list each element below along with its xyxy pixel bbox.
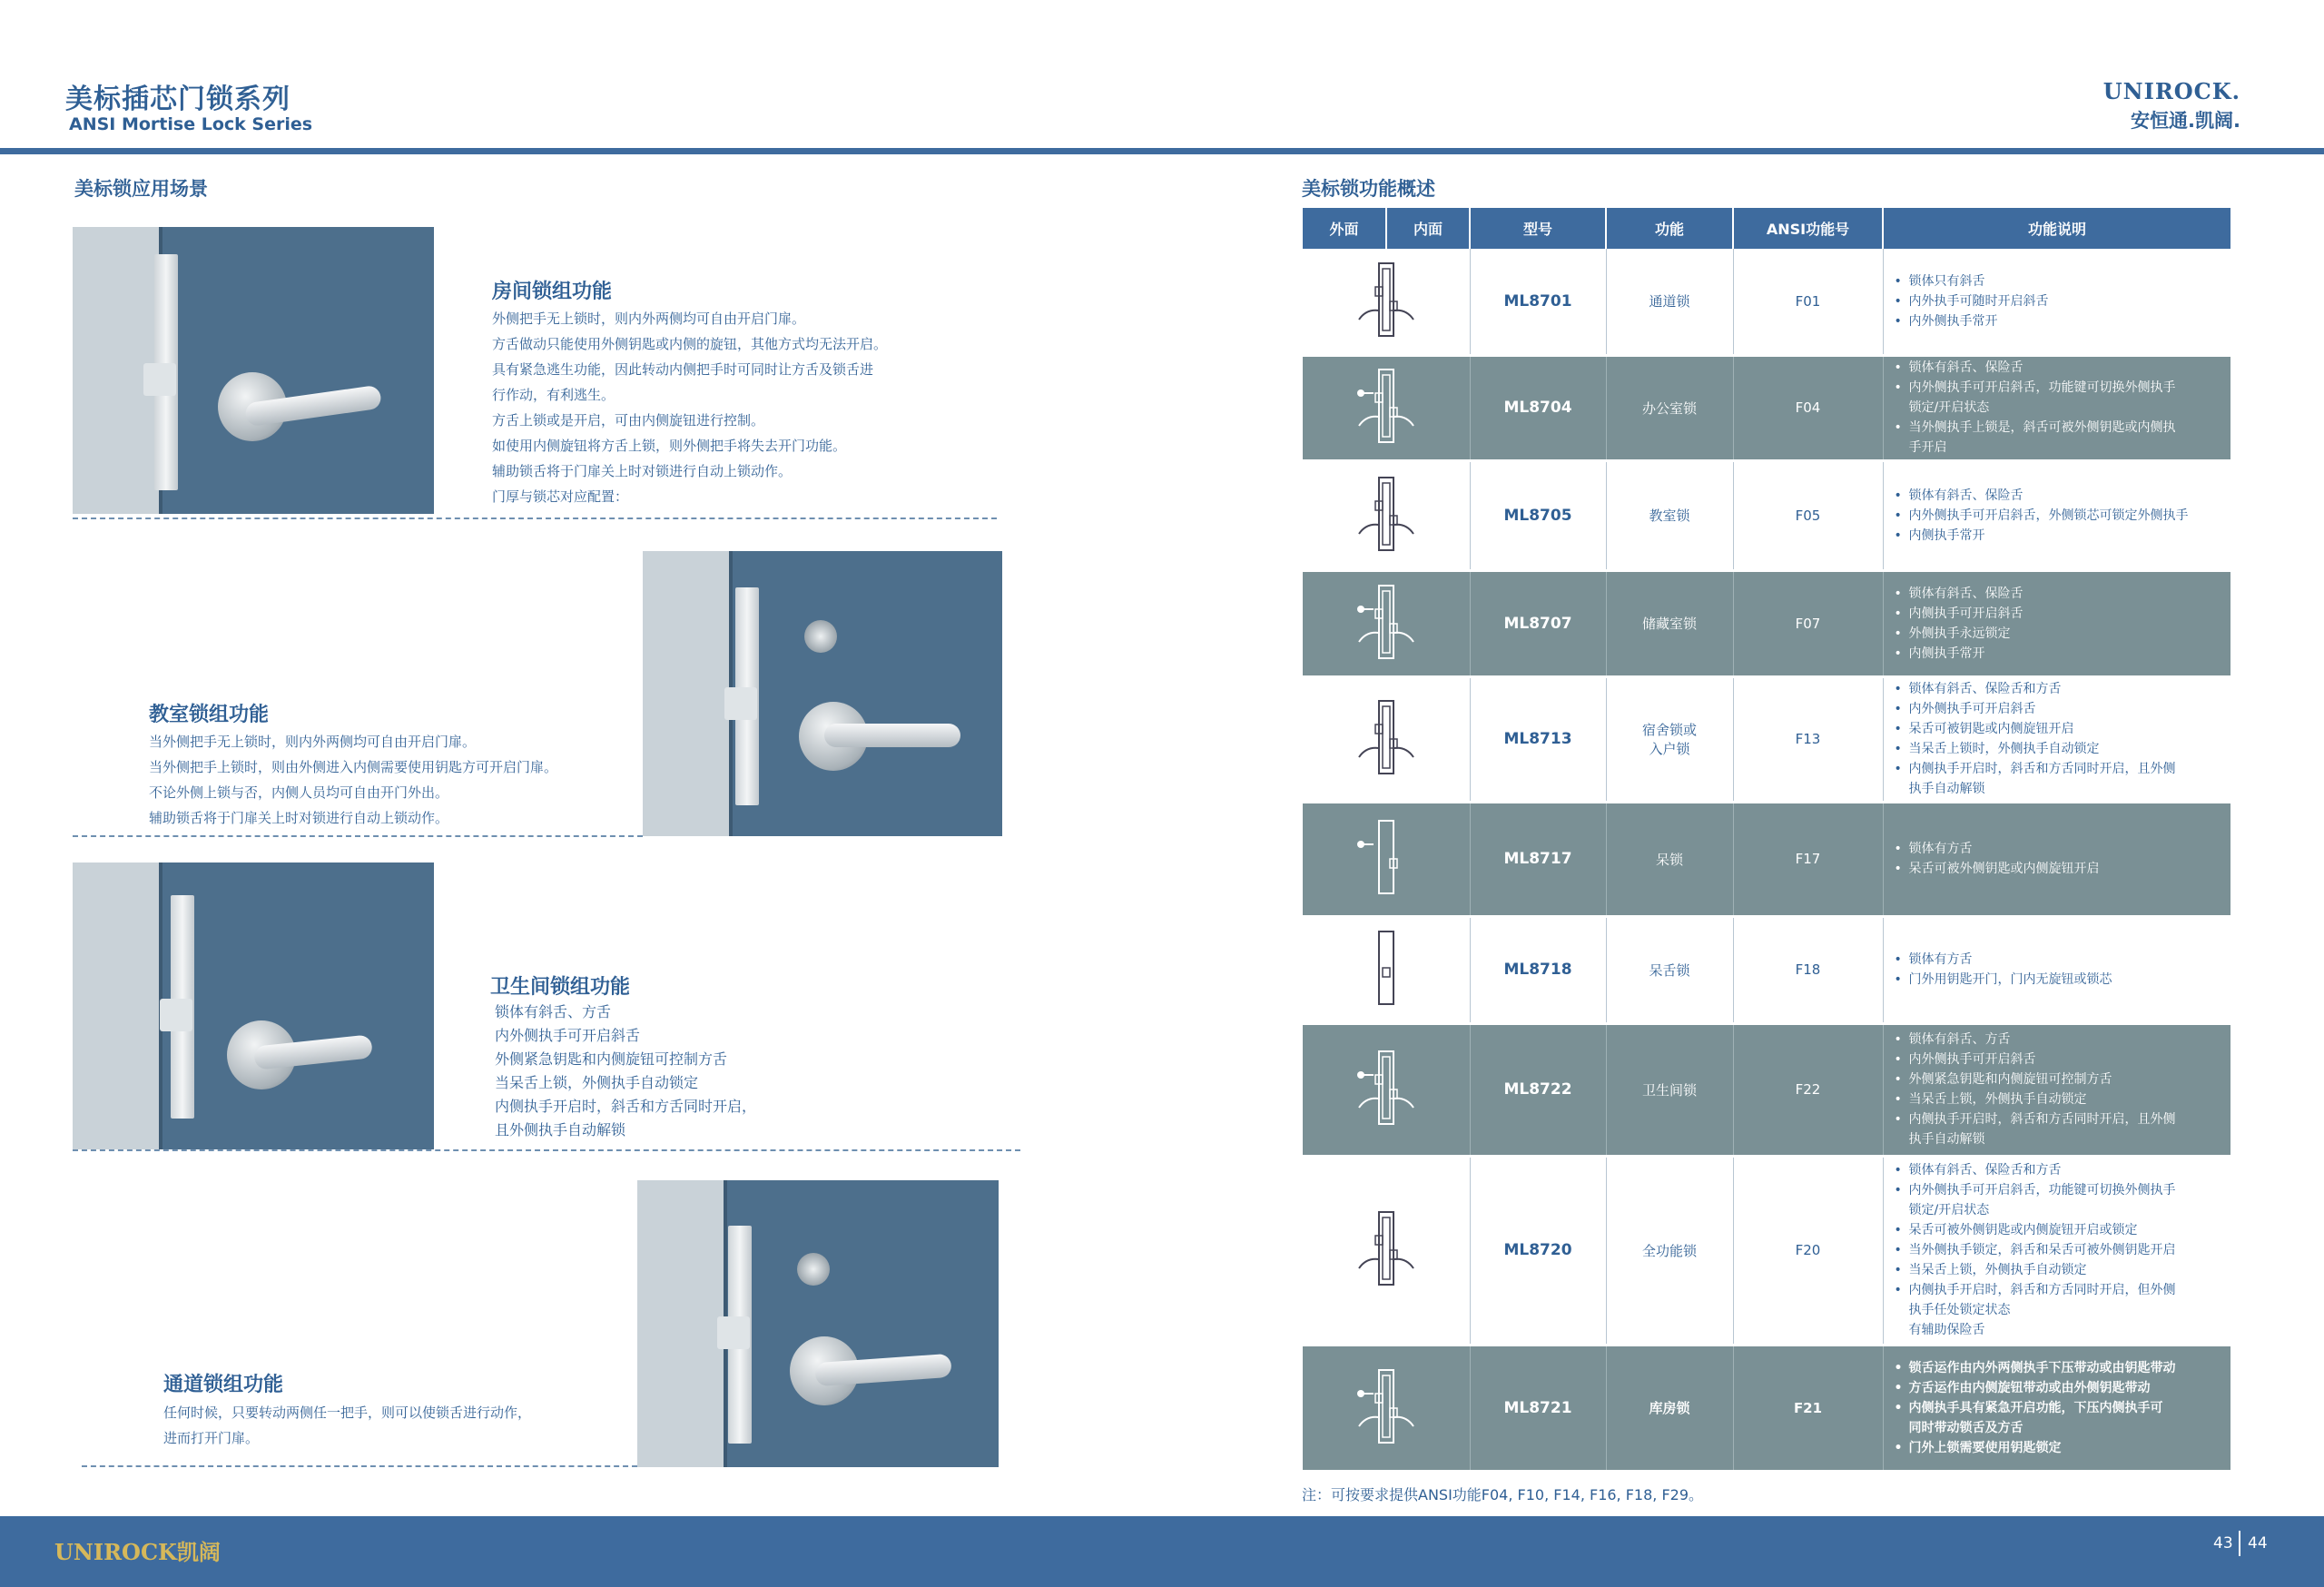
lock-diagram-icon (1352, 1366, 1421, 1446)
page-number-right: 44 (2248, 1534, 2268, 1552)
brand-logo-top (2103, 78, 2240, 133)
table-row: ML8722 卫生间锁 F22 • 锁体有斜舌、方舌 • 内外侧执手可开启斜舌 • 外侧紧急钥匙和内侧旋钮可控制方舌 • 当呆舌上锁，外侧执手自动锁定 • 内侧执手开启时，斜舌和方舌同时开启，且外侧 执手自动解锁 (1303, 1023, 2230, 1156)
table-row: ML8718 呆舌锁 F18 • 锁体有方舌 • 门外用钥匙开门，门内无旋钮或锁芯 (1303, 916, 2230, 1023)
col-header-ansi: ANSI功能号 (1733, 208, 1883, 249)
lock-diagram-icon (1352, 817, 1421, 897)
lock-diagram-icon (1352, 697, 1421, 777)
lock-diagram-icon (1352, 366, 1421, 446)
page-number-divider (2239, 1531, 2240, 1556)
table-header-row (1303, 208, 2230, 249)
lock-diagram-icon (1352, 1208, 1421, 1288)
col-header-model: 型号 (1470, 208, 1606, 249)
table-footnote: 注：可按要求提供ANSI功能F04, F10, F14, F16, F18, F29。 (1302, 1486, 1704, 1503)
row-description: • 锁体有斜舌、保险舌 • 内外侧执手可开启斜舌，功能键可切换外侧执手 锁定/开启状态 • 当外侧执手上锁是，斜舌可被外侧钥匙或内侧执 手开启 (1883, 355, 2230, 460)
door-photo-classroom-lock (643, 551, 1002, 836)
scenes-section-title: 美标锁应用场景 (74, 178, 208, 200)
door-photo-passage-lock (637, 1180, 999, 1467)
brand-name-en: UNIROCK. (2102, 78, 2240, 104)
table-row: ML8717 呆锁 F17 • 锁体有方舌 • 呆舌可被外侧钥匙或内侧旋钮开启 (1303, 802, 2230, 916)
scene-heading-room: 房间锁组功能 (492, 281, 613, 303)
divider (73, 518, 997, 519)
footer-bar (0, 1516, 2324, 1587)
divider (73, 1149, 1020, 1151)
scene-text-classroom: 当外侧把手无上锁时，则内外两侧均可自由开启门扉。 当外侧把手上锁时，则由外侧进入内侧需要使用钥匙方可开启门扉。 不论外侧上锁与否，内侧人员均可自由开门外出。 辅助锁舌将于门扉关上时对锁进行自动上锁动作。 (149, 734, 558, 826)
door-photo-room-lock (73, 227, 434, 514)
lock-diagram-icon (1352, 260, 1421, 340)
brand-logo-footer: UNIROCK凯阔 (54, 1539, 221, 1565)
brand-name-cn: 安恒通.凯阔. (2131, 110, 2240, 132)
divider (82, 1465, 637, 1467)
scene-text-passage: 任何时候，只要转动两侧任一把手，则可以使锁舌进行动作， 进而打开门扉。 (163, 1405, 532, 1446)
divider (73, 835, 643, 837)
row-description: • 锁体有斜舌、保险舌和方舌 • 内外侧执手可开启斜舌，功能键可切换外侧执手 锁定/开启状态 • 呆舌可被外侧钥匙或内侧旋钮开启或锁定 • 当外侧执手锁定，斜舌和呆舌可被外侧钥匙开启 • 当呆舌上锁，外侧执手自动锁定 • 内侧执手开启时，斜舌和方舌同时开启，但外侧 执手任处锁定状态 有辅助保险舌 (1883, 1156, 2230, 1345)
col-header-inside: 内面 (1386, 208, 1470, 249)
lock-diagram-icon (1352, 928, 1421, 1008)
col-header-outside: 外面 (1303, 208, 1386, 249)
table-row: ML8721 库房锁 F21 • 锁舌运作由内外两侧执手下压带动或由钥匙带动 • 方舌运作由内侧旋钮带动或由外侧钥匙带动 • 内侧执手具有紧急开启功能，下压内侧执手可 同时带动锁舌及方舌 • 门外上锁需要使用钥匙锁定 (1303, 1345, 2230, 1470)
scene-heading-passage: 通道锁组功能 (163, 1374, 284, 1396)
page-subtitle: ANSI Mortise Lock Series (69, 114, 313, 134)
table-row: ML8720 全功能锁 F20 • 锁体有斜舌、保险舌和方舌 • 内外侧执手可开启斜舌，功能键可切换外侧执手 锁定/开启状态 • 呆舌可被外侧钥匙或内侧旋钮开启或锁定 • 当外侧执手锁定，斜舌和呆舌可被外侧钥匙开启 • 当呆舌上锁，外侧执手自动锁定 • 内侧执手开启时，斜舌和方舌同时开启，但外侧 执手任处锁定状态 有辅助保险舌 (1303, 1156, 2230, 1345)
col-header-description: 功能说明 (1883, 208, 2230, 249)
lock-diagram-icon (1352, 474, 1421, 554)
row-description: • 锁体有方舌 • 门外用钥匙开门，门内无旋钮或锁芯 (1883, 916, 2230, 1023)
table-row: ML8701 通道锁 F01 • 锁体只有斜舌 • 内外执手可随时开启斜舌 • 内外侧执手常开 (1303, 249, 2230, 355)
row-description: • 锁体有方舌 • 呆舌可被外侧钥匙或内侧旋钮开启 (1883, 802, 2230, 916)
table-row: ML8705 教室锁 F05 • 锁体有斜舌、保险舌 • 内外侧执手可开启斜舌，外侧锁芯可锁定外侧执手 • 内侧执手常开 (1303, 460, 2230, 570)
row-description: • 锁舌运作由内外两侧执手下压带动或由钥匙带动 • 方舌运作由内侧旋钮带动或由外侧钥匙带动 • 内侧执手具有紧急开启功能，下压内侧执手可 同时带动锁舌及方舌 • 门外上锁需要使用钥匙锁定 (1883, 1345, 2230, 1470)
col-header-function: 功能 (1606, 208, 1733, 249)
page-title: 美标插芯门锁系列 (65, 84, 290, 115)
row-description: • 锁体有斜舌、方舌 • 内外侧执手可开启斜舌 • 外侧紧急钥匙和内侧旋钮可控制方舌 • 当呆舌上锁，外侧执手自动锁定 • 内侧执手开启时，斜舌和方舌同时开启，且外侧 执手自动解锁 (1883, 1023, 2230, 1156)
function-table (1303, 208, 2230, 1470)
door-photo-bathroom-lock (73, 862, 434, 1149)
lock-diagram-icon (1352, 1048, 1421, 1128)
lock-diagram-icon (1352, 582, 1421, 662)
table-row: ML8713 宿舍锁或 入户锁 F13 • 锁体有斜舌、保险舌和方舌 • 内外侧执手可开启斜舌 • 呆舌可被钥匙或内侧旋钮开启 • 当呆舌上锁时，外侧执手自动锁定 • 内侧执手开启时，斜舌和方舌同时开启，且外侧 执手自动解锁 (1303, 676, 2230, 802)
page-number-left: 43 (2213, 1534, 2233, 1552)
row-description: • 锁体有斜舌、保险舌和方舌 • 内外侧执手可开启斜舌 • 呆舌可被钥匙或内侧旋钮开启 • 当呆舌上锁时，外侧执手自动锁定 • 内侧执手开启时，斜舌和方舌同时开启，且外侧 执手自动解锁 (1883, 676, 2230, 802)
scene-heading-classroom: 教室锁组功能 (149, 704, 270, 726)
table-row: ML8704 办公室锁 F04 • 锁体有斜舌、保险舌 • 内外侧执手可开启斜舌，功能键可切换外侧执手 锁定/开启状态 • 当外侧执手上锁是，斜舌可被外侧钥匙或内侧执 手开启 (1303, 355, 2230, 460)
scene-heading-bathroom: 卫生间锁组功能 (490, 976, 631, 999)
header-divider (0, 148, 2324, 154)
functions-section-title: 美标锁功能概述 (1302, 178, 1435, 200)
row-description: • 锁体只有斜舌 • 内外执手可随时开启斜舌 • 内外侧执手常开 (1883, 249, 2230, 355)
scene-text-room: 外侧把手无上锁时，则内外两侧均可自由开启门扉。 方舌做动只能使用外侧钥匙或内侧的旋钮，其他方式均无法开启。 具有紧急逃生功能，因此转动内侧把手时可同时让方舌及锁舌进 行作动，有利逃生。 方舌上锁或是开启，可由内侧旋钮进行控制。 如使用内侧旋钮将方舌上锁，则外侧把手将失去开门功能。 辅助锁舌将于门扉关上时对锁进行自动上锁动作。 门厚与锁芯对应配置： (492, 310, 888, 505)
scene-text-bathroom: 锁体有斜舌、方舌 内外侧执手可开启斜舌 外侧紧急钥匙和内侧旋钮可控制方舌 当呆舌上锁，外侧执手自动锁定 内侧执手开启时，斜舌和方舌同时开启， 且外侧执手自动解锁 (495, 1003, 757, 1138)
table-row: ML8707 储藏室锁 F07 • 锁体有斜舌、保险舌 • 内侧执手可开启斜舌 • 外侧执手永远锁定 • 内侧执手常开 (1303, 570, 2230, 676)
row-description: • 锁体有斜舌、保险舌 • 内外侧执手可开启斜舌，外侧锁芯可锁定外侧执手 • 内侧执手常开 (1883, 460, 2230, 570)
row-description: • 锁体有斜舌、保险舌 • 内侧执手可开启斜舌 • 外侧执手永远锁定 • 内侧执手常开 (1883, 570, 2230, 676)
